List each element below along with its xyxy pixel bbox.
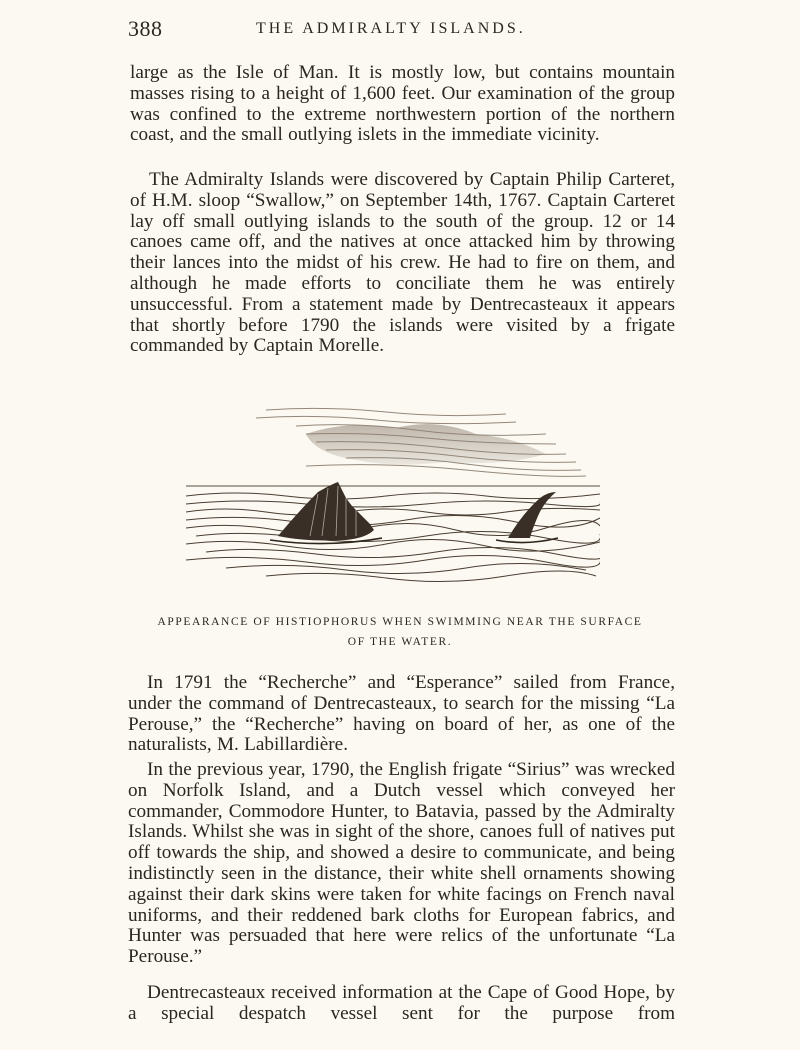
engraving-svg	[186, 404, 600, 588]
running-head: THE ADMIRALTY ISLANDS.	[256, 20, 526, 37]
swordfish-illustration	[186, 404, 600, 588]
figure-caption	[138, 612, 662, 652]
paragraph-sirius: In the previous year, 1790, the English frigate “Sirius” was wrecked on Norfolk Island, and a Dutch vessel which conveyed her commander, Commodore Hunter, to Batavia, passed by the Admiralty Islands. Whilst she was in sight of the shore, canoes full of natives put off towards the ship, and showed a desire to communicate, and being indistinctly seen in the distance, their white shell ornaments showing against their dark skins were taken for white facings on French naval uniforms, and their reddened bark cloths for European fabrics, and Hunter was persuaded that here were relics of the unfortunate “La Perouse.”	[128, 759, 675, 968]
cloud-mass	[306, 424, 546, 464]
caption-line-1: APPEARANCE OF HISTIOPHORUS WHEN SWIMMING NEAR THE SURFACE	[157, 616, 643, 628]
paragraph-recherche: In 1791 the “Recherche” and “Esperance” sailed from France, under the command of Dentrecasteaux, to search for the missing “La Perouse,” the “Recherche” having on board of her, as one of the naturalists, M. Labillardière.	[128, 672, 675, 756]
paragraph-isle-of-man: large as the Isle of Man. It is mostly low, but contains mountain masses rising to a height of 1,600 feet. Our examination of the group was confined to the extreme northwestern portion of the northern coast, and the small outlying islets in the immediate vicinity.	[130, 62, 675, 146]
dorsal-fin	[278, 482, 374, 541]
page-header	[128, 16, 688, 44]
paragraph-discovery: The Admiralty Islands were discovered by Captain Philip Carteret, of H.M. sloop “Swallow,” on September 14th, 1767. Captain Carteret lay off small outlying islands to the south of the group. 12 or 14 canoes came off, and the natives at once attacked him by throwing their lances into the midst of his crew. He had to fire on them, and although he made efforts to conciliate them he was entirely unsuccessful. From a statement made by Dentrecasteaux it appears that shortly before 1790 the islands were visited by a frigate commanded by Captain Morelle.	[130, 169, 675, 357]
paragraph-dentrecasteaux: Dentrecasteaux received information at the Cape of Good Hope, by a special despatch vessel sent for the purpose from	[128, 982, 675, 1024]
caption-line-2: OF THE WATER.	[347, 636, 453, 648]
page-number: 388	[128, 16, 163, 41]
